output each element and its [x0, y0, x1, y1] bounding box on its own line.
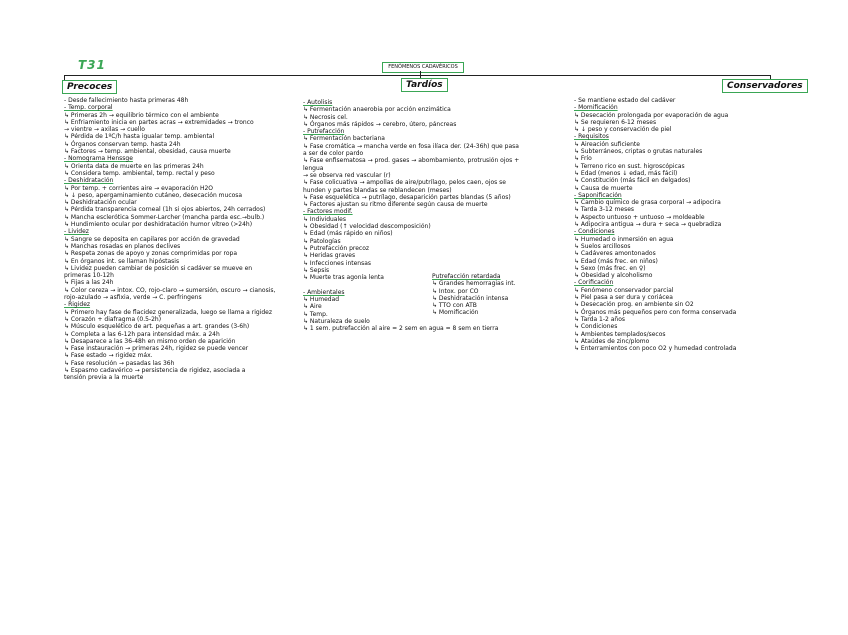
note-line: ↳ En órganos int. se llaman hipóstasis	[64, 257, 180, 265]
note-line: ↳ Desecación prolongada por evaporación de agua	[574, 111, 729, 119]
note-line: hunden y partes blandas se reblandecen (meses)	[303, 186, 452, 194]
column-putrefaccion-retardada	[432, 273, 516, 317]
note-line: ↳ Humedad o inmersión en agua	[574, 235, 674, 243]
note-line: ↳ Sexo (más frec. en ♀)	[574, 264, 646, 272]
note-line: - Temp. corporal	[64, 104, 113, 112]
note-line: ↳ Músculo esquelético de art. pequeñas a art. grandes (3-6h)	[64, 323, 250, 331]
note-line: ↳ Intox. por CO	[432, 287, 479, 295]
note-line: ↳ Cambio químico de grasa corporal → adipocira	[574, 199, 721, 207]
note-line: - Desde fallecimiento hasta primeras 48h	[64, 97, 189, 104]
note-line: ↳ Constitución (más fácil en delgados)	[574, 177, 691, 185]
note-line: - Autolisis	[303, 99, 333, 106]
note-line: ↳ Enterramientos con poco O2 y humedad controlada	[574, 345, 737, 353]
note-line: ↳ Pérdida de 1ºC/h hasta igualar temp. ambiental	[64, 133, 215, 141]
note-line: ↳ Piel pasa a ser dura y coriácea	[574, 294, 673, 302]
connector-line	[64, 75, 770, 76]
note-line: ↳ Fermentación bacteriana	[303, 135, 385, 143]
note-line: - Deshidratación	[64, 177, 114, 185]
note-line: ↳ Obesidad y alcoholismo	[574, 272, 653, 280]
note-line: ↳ Fase colicuativa → ampollas de aire/putrílago, pelos caen, ojos se	[303, 179, 507, 187]
topic-tag: T31	[78, 58, 106, 72]
note-line: - Corificación	[574, 279, 614, 287]
column-conservadores	[574, 97, 736, 352]
note-line: ↳ Desaparece a las 36-48h en mismo orden de aparición	[64, 337, 236, 345]
note-line: - Se mantiene estado del cadáver	[574, 97, 676, 104]
header-precoces: Precoces	[62, 80, 117, 94]
note-line: ↳ ↓ peso, apergaminamiento cutáneo, desecación mucosa	[64, 191, 243, 199]
header-tardios: Tardíos	[401, 78, 448, 92]
note-line: ↳ Terreno rico en sust. higroscópicas	[574, 162, 685, 170]
note-line: ↳ Naturaleza de suelo	[303, 317, 370, 325]
note-line: ↳ Color cereza → intox. CO, rojo-claro → sumersión, oscuro → cianosis,	[64, 286, 276, 294]
note-line: - Lividez	[64, 228, 89, 236]
note-line: primeras 10-12h	[64, 272, 114, 280]
note-line: ↳ Individuales	[303, 215, 346, 223]
note-line: lengua	[303, 164, 324, 172]
note-line: tensión previa a la muerte	[64, 374, 144, 382]
note-line: ↳ Cadáveres amontonados	[574, 250, 656, 258]
note-line: ↳ Ambientes templados/secos	[574, 330, 666, 338]
note-line: ↳ 1 sem. putrefacción al aire = 2 sem en agua = 8 sem en tierra	[303, 325, 499, 333]
note-line: ↳ Deshidratación intensa	[432, 294, 509, 302]
note-line: - Ambientales	[303, 288, 345, 296]
note-line: ↳ Factores ajustan su ritmo diferente según causa de muerte	[303, 201, 488, 209]
note-line: - Momificación	[574, 104, 618, 112]
note-line: ↳ Primero hay fase de flacidez generalizada, luego se llama a rigidez	[64, 308, 273, 316]
note-line: ↳ Causa de muerte	[574, 184, 633, 192]
note-line: ↳ Orienta data de muerte en las primeras 24h	[64, 162, 204, 170]
note-line: Putrefacción retardada	[432, 273, 501, 280]
note-line: ↳ Heridas graves	[303, 252, 356, 260]
note-line: - Condiciones	[574, 228, 615, 236]
note-line: ↳ Edad (más rápido en niños)	[303, 230, 393, 238]
note-line: ↳ Momificación	[432, 309, 479, 317]
note-line: ↳ Humedad	[303, 296, 340, 304]
note-line: ↳ Aspecto untuoso + untuoso → moldeable	[574, 213, 705, 221]
note-line: ↳ Edad (menos ↓ edad, más fácil)	[574, 169, 678, 177]
note-line: ↳ Patologías	[303, 237, 341, 245]
note-line: ↳ Espasmo cadavérico → persistencia de rigidez, asociada a	[64, 366, 246, 374]
note-line: ↳ Infecciones intensas	[303, 259, 372, 267]
note-line: ↳ TTO con ATB	[432, 302, 477, 310]
note-line: ↳ Frío	[574, 155, 592, 163]
note-line: ↳ Desecación prog. en ambiente sin O2	[574, 301, 694, 309]
note-line: ↳ Lividez pueden cambiar de posición si cadáver se mueve en	[64, 264, 253, 272]
note-line: ↳ Tarda 3-12 meses	[574, 206, 635, 214]
note-line: ↳ Edad (más frec. en niños)	[574, 257, 658, 265]
note-line: ↳ Putrefacción precoz	[303, 244, 370, 252]
note-line: - Requisitos	[574, 133, 609, 141]
note-line: ↳ Muerte tras agonía lenta	[303, 274, 384, 282]
note-line: ↳ Subterráneos, criptas o grutas naturales	[574, 148, 703, 156]
note-line: ↳ Sepsis	[303, 266, 330, 274]
note-line: ↳ Aire	[303, 303, 322, 311]
page-title: FENÓMENOS CADAVÉRICOS	[382, 62, 464, 73]
note-line: → se observa red vascular (r)	[303, 171, 391, 179]
note-line: ↳ Primeras 2h → equilibrio térmico con el ambiente	[64, 111, 219, 119]
note-line: ↳ Temp.	[303, 310, 328, 318]
note-line: ↳ Órganos conservan temp. hasta 24h	[64, 140, 181, 148]
note-line: ↳ Suelos arcillosos	[574, 242, 631, 250]
note-line: ↳ Órganos más pequeños pero con forma conservada	[574, 308, 737, 316]
note-line: - Saponificación	[574, 191, 622, 199]
note-line: ↳ Necrosis cel.	[303, 113, 348, 121]
note-line: ↳ ↓ peso y conservación de piel	[574, 126, 672, 134]
note-line: ↳ Grandes hemorragias int.	[432, 280, 516, 288]
note-line: ↳ Fijas a las 24h	[64, 279, 114, 287]
note-line: ↳ Obesidad (↑ velocidad descomposición)	[303, 223, 431, 231]
note-line: rojo-azulado → asfixia, verde → C. perfringens	[64, 294, 202, 302]
note-line: a ser de color pardo	[303, 150, 364, 158]
note-line: ↳ Órganos más rápidos → cerebro, útero, páncreas	[303, 120, 457, 128]
note-line: ↳ Respeta zonas de apoyo y zonas comprimidas por ropa	[64, 250, 238, 258]
note-line: ↳ Enfriamiento inicia en partes acras → extremidades → tronco	[64, 118, 254, 126]
note-line: → vientre → axilas → cuello	[64, 126, 145, 134]
note-line: ↳ Corazón + diafragma (0.5-2h)	[64, 315, 162, 323]
note-line: ↳ Fase cromática → mancha verde en fosa ilíaca der. (24-36h) que pasa	[303, 142, 519, 150]
note-line: - Nomograma Henssge	[64, 155, 133, 163]
note-line: ↳ Aireación suficiente	[574, 140, 640, 148]
note-line: ↳ Adipocira antigua → dura + seca → quebradiza	[574, 221, 722, 229]
note-line: ↳ Completa a las 6-12h para intensidad máx. a 24h	[64, 330, 220, 338]
note-line: ↳ Tarda 1-2 años	[574, 315, 626, 323]
note-line: - Rigidez	[64, 301, 91, 309]
note-line: - Factores modif.	[303, 208, 353, 216]
note-line: ↳ Pérdida transparencia corneal (1h si ojos abiertos, 24h cerrados)	[64, 206, 266, 214]
note-line: ↳ Fase esquelética → putrílago, desaparición partes blandas (5 años)	[303, 193, 511, 201]
note-line: ↳ Sangre se deposita en capilares por acción de gravedad	[64, 235, 240, 243]
note-line: ↳ Manchas rosadas en planos declives	[64, 242, 181, 250]
note-line: ↳ Hundimiento ocular por deshidratación humor vítreo (>24h)	[64, 221, 253, 229]
note-line: ↳ Fase enfisematosa → prod. gases → abombamiento, protrusión ojos +	[303, 157, 520, 165]
note-line: ↳ Fase resolución → pasadas las 36h	[64, 359, 175, 367]
note-line: - Putrefacción	[303, 128, 345, 136]
note-line: ↳ Se requieren 6-12 meses	[574, 118, 657, 126]
note-line: ↳ Deshidratación ocular	[64, 199, 137, 207]
note-line: ↳ Fase estado → rigidez máx.	[64, 352, 153, 360]
note-line: ↳ Factores → temp. ambiental, obesidad, causa muerte	[64, 148, 231, 156]
note-line: ↳ Fenómeno conservador parcial	[574, 286, 674, 294]
note-line: ↳ Fase instauración → primeras 24h, rigidez se puede vencer	[64, 345, 249, 353]
note-line: ↳ Condiciones	[574, 323, 618, 331]
note-line: ↳ Por temp. + corrientes aire → evaporación H2O	[64, 184, 214, 192]
note-line: ↳ Considera temp. ambiental, temp. rectal y peso	[64, 169, 215, 177]
header-conservadores: Conservadores	[722, 79, 808, 93]
note-line: ↳ Mancha esclerótica Sommer-Larcher (mancha parda esc.→bulb.)	[64, 213, 265, 221]
column-precoces	[64, 97, 275, 382]
note-line: ↳ Ataúdes de zinc/plomo	[574, 337, 650, 345]
note-line: ↳ Fermentación anaerobia por acción enzimática	[303, 106, 451, 114]
